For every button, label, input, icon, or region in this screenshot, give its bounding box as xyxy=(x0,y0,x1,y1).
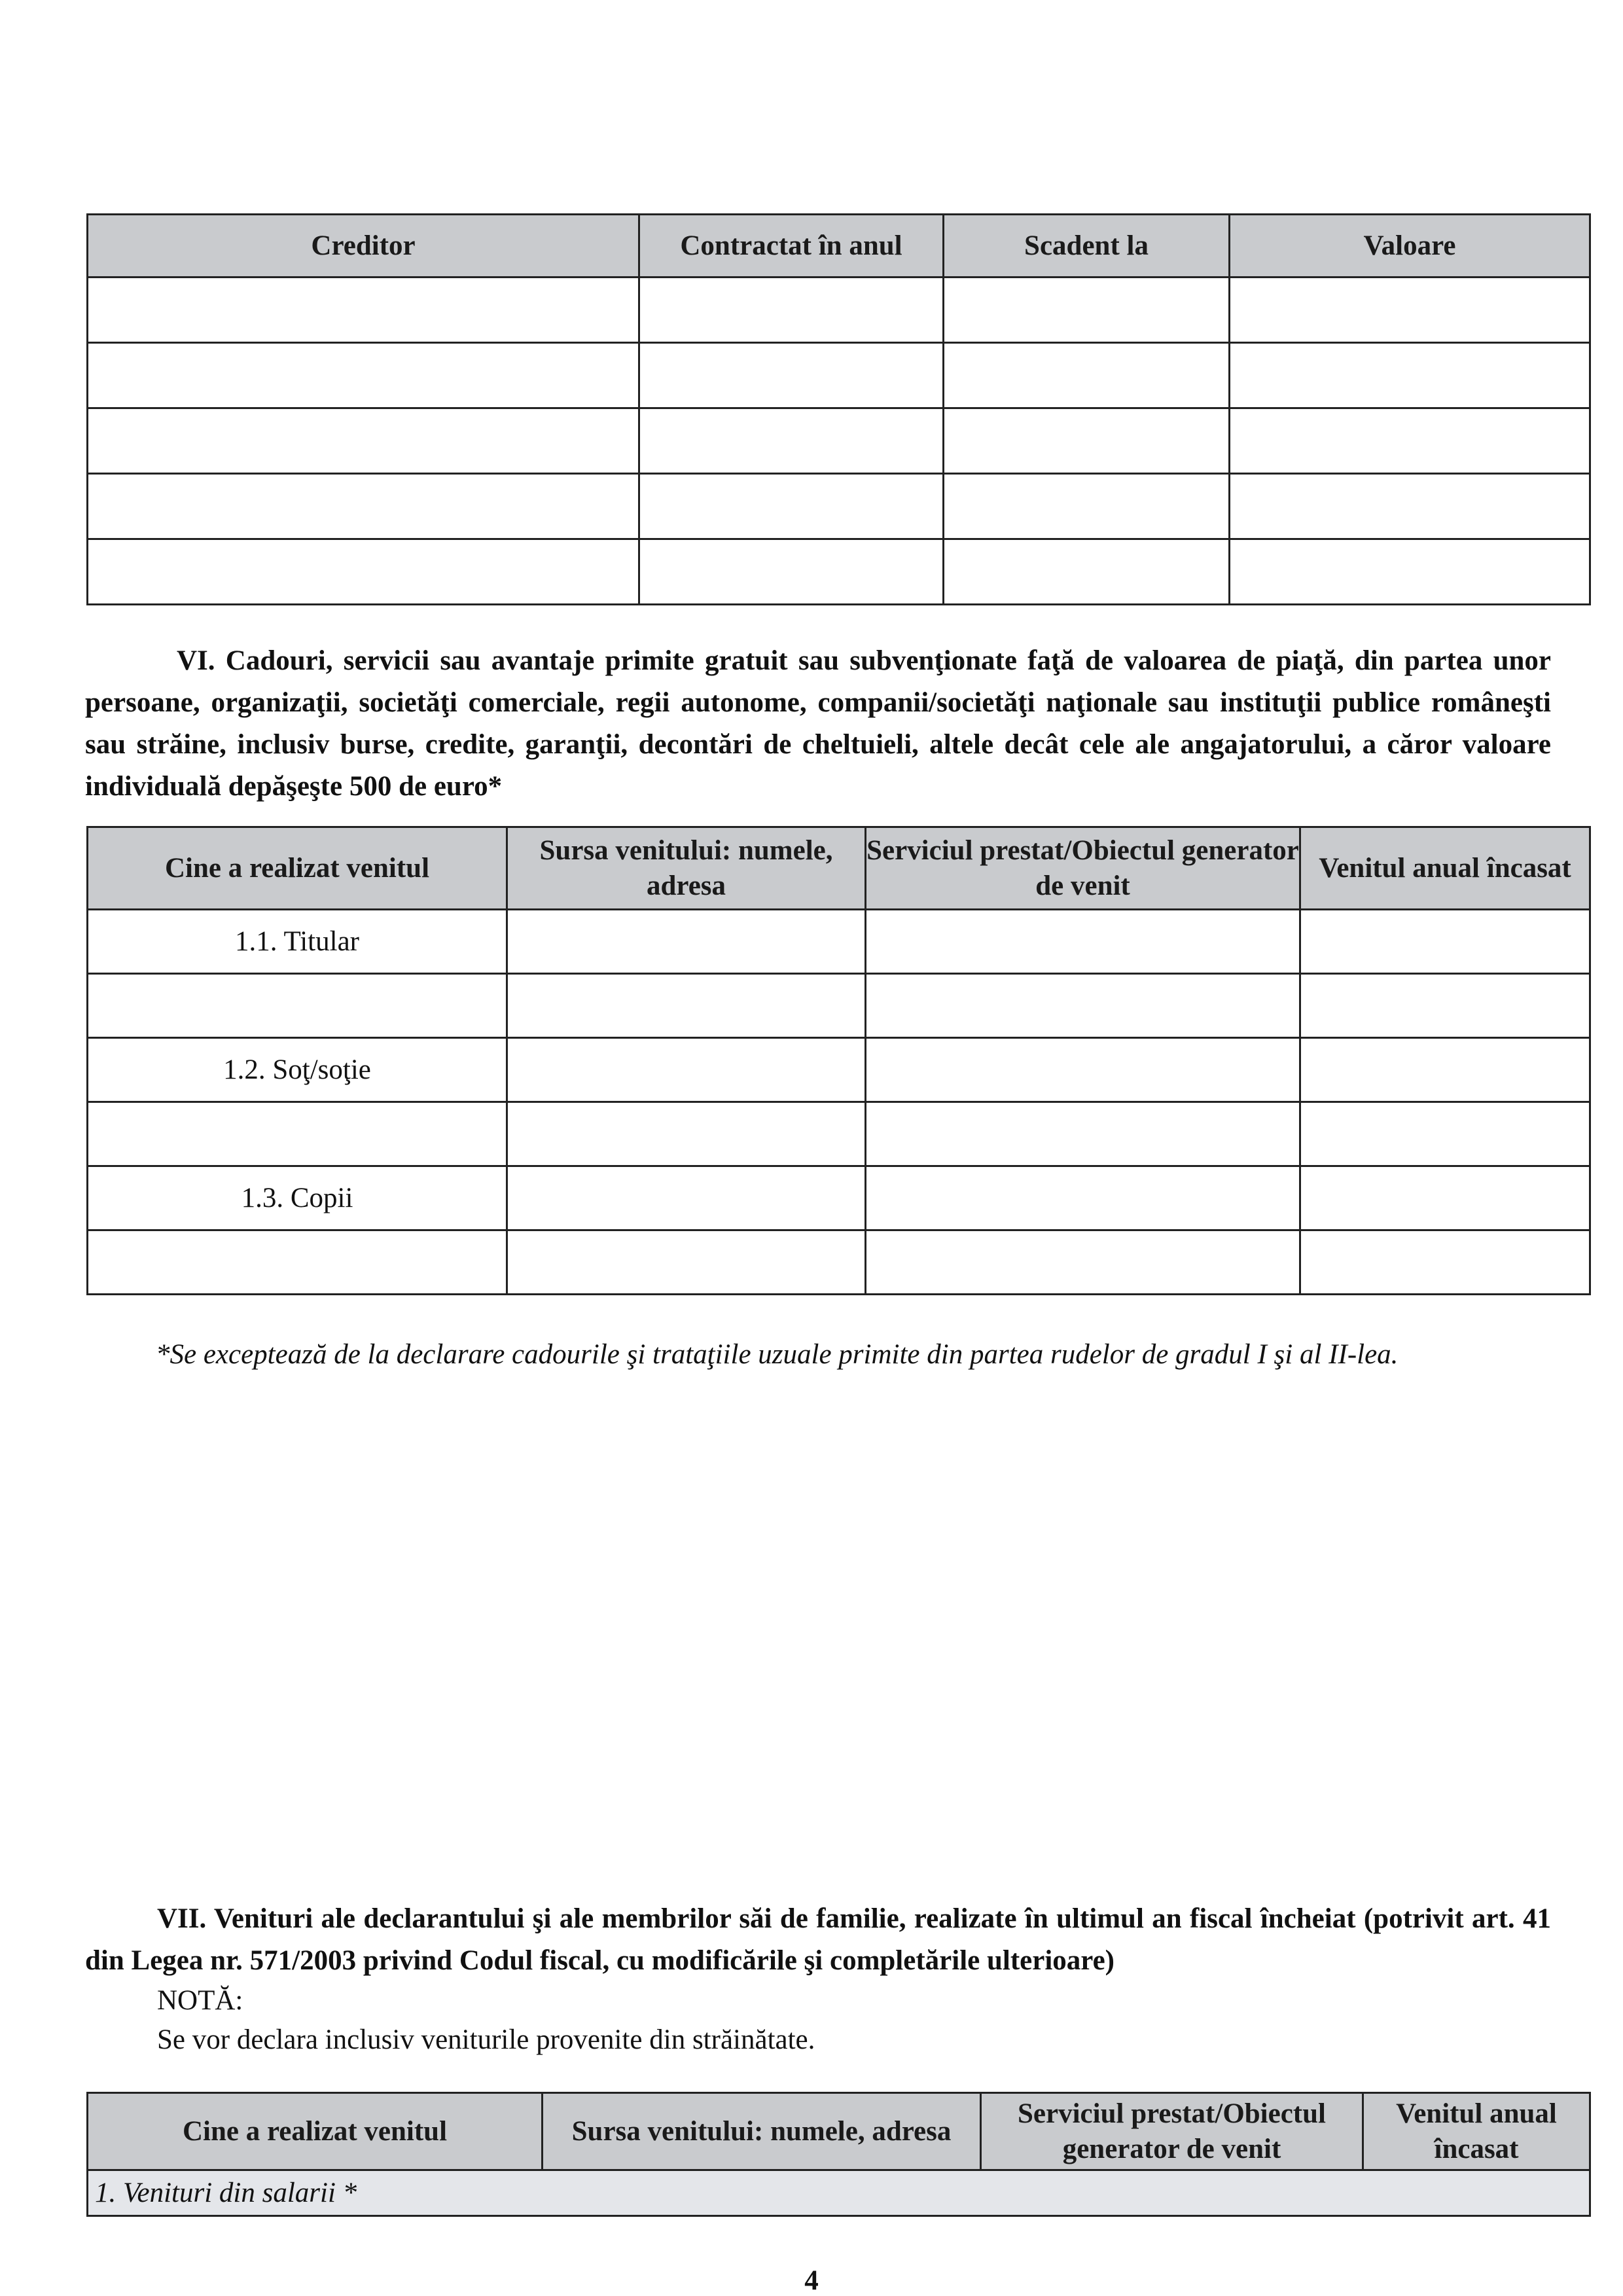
header-creditor: Creditor xyxy=(88,215,639,278)
table-row xyxy=(88,343,1590,408)
section-vii-title: VII. Venituri ale declarantului şi ale membrilor săi de familie, realizate în ultimul an fiscal încheiat (potrivit art. 41 din Legea nr. 571/2003 privind Codul fiscal, cu modificările şi completările ulterioare) xyxy=(85,1903,1551,1976)
header-service: Serviciul prestat/Obiectul generator de venit xyxy=(866,827,1300,910)
table-row xyxy=(88,910,1590,974)
row-label xyxy=(88,974,507,1038)
table-cell[interactable] xyxy=(1230,278,1590,343)
table-cell[interactable] xyxy=(866,910,1300,974)
table-cell[interactable] xyxy=(507,974,866,1038)
header-who: Cine a realizat venitul xyxy=(88,2093,543,2170)
table-cell[interactable] xyxy=(88,278,639,343)
table-row xyxy=(88,1166,1590,1230)
header-annual-income: Venitul anual încasat xyxy=(1300,827,1590,910)
row-label-spouse: 1.2. Soţ/soţie xyxy=(88,1038,507,1102)
table-cell[interactable] xyxy=(639,539,944,605)
note-text: Se vor declara inclusiv veniturile provenite din străinătate. xyxy=(157,2024,815,2055)
row-label-titular: 1.1. Titular xyxy=(88,910,507,974)
table-cell[interactable] xyxy=(1230,539,1590,605)
table-row xyxy=(88,1038,1590,1102)
table-row xyxy=(88,408,1590,474)
table-cell[interactable] xyxy=(507,1102,866,1166)
table-cell[interactable] xyxy=(866,974,1300,1038)
table-cell[interactable] xyxy=(1230,408,1590,474)
table-row xyxy=(88,474,1590,539)
table-row xyxy=(88,974,1590,1038)
note-label: NOTĂ: xyxy=(157,1985,243,2016)
header-source: Sursa venitului: numele, adresa xyxy=(507,827,866,910)
table-cell[interactable] xyxy=(1300,1102,1590,1166)
header-contracted-year: Contractat în anul xyxy=(639,215,944,278)
table-cell[interactable] xyxy=(88,343,639,408)
page-number: 4 xyxy=(804,2265,819,2296)
table-cell[interactable] xyxy=(944,343,1230,408)
table-cell[interactable] xyxy=(944,278,1230,343)
table-cell[interactable] xyxy=(88,474,639,539)
credits-table xyxy=(86,213,1591,605)
table-cell[interactable] xyxy=(866,1166,1300,1230)
gifts-footnote: *Se exceptează de la declarare cadourile şi trataţiile uzuale primite din partea rudelor de gradul I şi al II-lea. xyxy=(156,1339,1399,1370)
header-due-date: Scadent la xyxy=(944,215,1230,278)
table-cell[interactable] xyxy=(944,474,1230,539)
section-vi-title: VI. Cadouri, servicii sau avantaje primite gratuit sau subvenţionate faţă de valoarea de piaţă, din partea unor persoane, organizaţii, societăţi comerciale, regii autonome, companii/societăţi naţionale sau instituţii publice româneşti sau străine, inclusiv burse, credite, garanţii, decontări de cheltuieli, altele decât cele ale angajatorului, a căror valoare individuală depăşeşte 500 de euro* xyxy=(85,645,1551,802)
table-cell[interactable] xyxy=(507,1230,866,1295)
header-service: Serviciul prestat/Obiectul generator de venit xyxy=(981,2093,1363,2170)
salary-income-subheader: 1. Venituri din salarii * xyxy=(88,2170,1590,2216)
row-label xyxy=(88,1102,507,1166)
row-label-children: 1.3. Copii xyxy=(88,1166,507,1230)
table-cell[interactable] xyxy=(1300,1038,1590,1102)
table-cell[interactable] xyxy=(1230,343,1590,408)
row-label xyxy=(88,1230,507,1295)
header-annual-income: Venitul anual încasat xyxy=(1363,2093,1590,2170)
income-table xyxy=(86,2092,1591,2217)
table-cell[interactable] xyxy=(1300,910,1590,974)
table-cell[interactable] xyxy=(944,408,1230,474)
table-cell[interactable] xyxy=(507,910,866,974)
gifts-table xyxy=(86,826,1591,1295)
table-row xyxy=(88,2170,1590,2216)
table-cell[interactable] xyxy=(639,278,944,343)
table-row xyxy=(88,1102,1590,1166)
table-cell[interactable] xyxy=(639,474,944,539)
table-cell[interactable] xyxy=(88,539,639,605)
table-cell[interactable] xyxy=(866,1038,1300,1102)
header-value: Valoare xyxy=(1230,215,1590,278)
table-cell[interactable] xyxy=(866,1230,1300,1295)
table-row xyxy=(88,539,1590,605)
table-cell[interactable] xyxy=(1230,474,1590,539)
table-cell[interactable] xyxy=(1300,1230,1590,1295)
table-cell[interactable] xyxy=(88,408,639,474)
table-row xyxy=(88,1230,1590,1295)
table-row xyxy=(88,278,1590,343)
header-source: Sursa venitului: numele, adresa xyxy=(543,2093,981,2170)
table-cell[interactable] xyxy=(1300,1166,1590,1230)
table-cell[interactable] xyxy=(866,1102,1300,1166)
table-cell[interactable] xyxy=(639,408,944,474)
table-cell[interactable] xyxy=(1300,974,1590,1038)
table-cell[interactable] xyxy=(507,1038,866,1102)
table-cell[interactable] xyxy=(507,1166,866,1230)
table-cell[interactable] xyxy=(944,539,1230,605)
table-cell[interactable] xyxy=(639,343,944,408)
header-who: Cine a realizat venitul xyxy=(88,827,507,910)
